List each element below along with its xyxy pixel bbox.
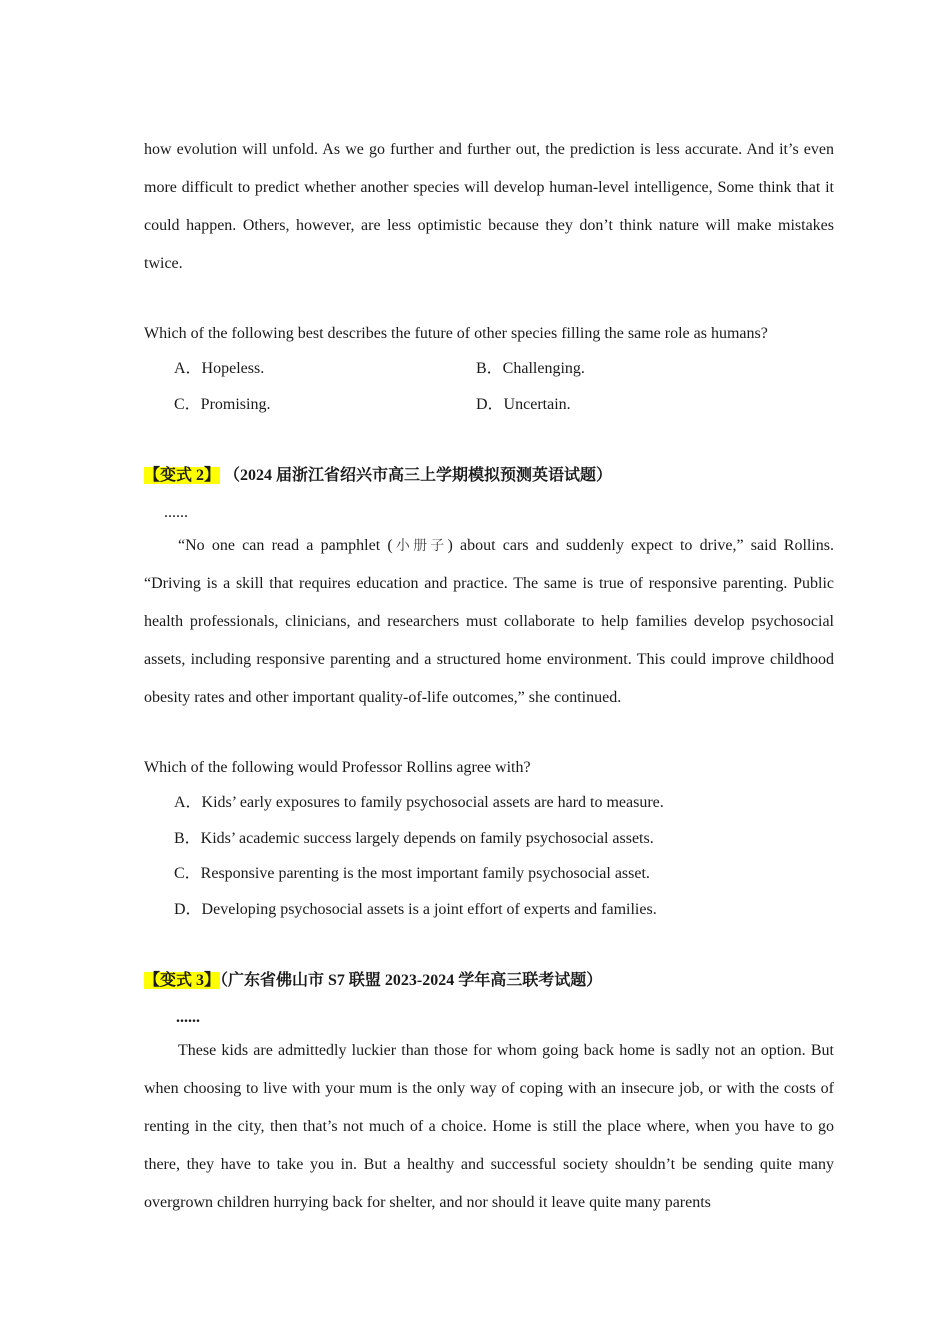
option-2-a: A．Kids’ early exposures to family psychosocial assets are hard to measure.: [174, 794, 664, 811]
passage-2-part1: “No one can read a pamphlet (: [178, 537, 393, 554]
section-2-ellipsis: ......: [164, 504, 188, 521]
option-2-b: B．Kids’ academic success largely depends on family psychosocial assets.: [174, 830, 654, 847]
question-2: Which of the following would Professor Rollins agree with?: [144, 759, 531, 776]
passage-3: These kids are admittedly luckier than those for whom going back home is sadly not an option. But when choosing to live with your mum is the only way of coping with an insecure job, or with the costs of renting in the city, then that’s not much of a choice. Home is still the place where, when you have to go there, they have to take you in. But a healthy and successful society shouldn’t be sending quite many overgrown children hurrying back for shelter, and nor should it leave quite many parents: [144, 1042, 834, 1211]
section-2-source: （2024 届浙江省绍兴市高三上学期模拟预测英语试题）: [224, 467, 613, 484]
question-1: Which of the following best describes the future of other species filling the same role as humans?: [144, 325, 768, 342]
option-1-d: D．Uncertain.: [476, 396, 571, 413]
option-2-c: C．Responsive parenting is the most important family psychosocial asset.: [174, 865, 650, 882]
option-2-d: D．Developing psychosocial assets is a joint effort of experts and families.: [174, 901, 657, 918]
option-1-c: C．Promising.: [174, 396, 271, 413]
section-2-tag: 【变式 2】: [144, 467, 221, 484]
passage-2: [144, 527, 834, 717]
section-3-tag: 【变式 3】: [144, 972, 221, 989]
section-3-heading: [144, 971, 602, 991]
section-3-source: （广东省佛山市 S7 联盟 2023-2024 学年高三联考试题）: [220, 972, 603, 989]
passage-1: how evolution will unfold. As we go further and further out, the prediction is less accurate. And it’s even more difficult to predict whether another species will develop human-level intelligence, Some think that it could happen. Others, however, are less optimistic because they don’t think nature will make mistakes twice.: [144, 141, 834, 272]
section-2-heading: [144, 466, 612, 486]
option-1-a: A．Hopeless.: [174, 360, 265, 377]
passage-2-part2: ) about cars and suddenly expect to drive,” said Rollins. “Driving is a skill that requires education and practice. The same is true of responsive parenting. Public health professionals, clinicians, and researchers must collaborate to help families develop psychosocial assets, including responsive parenting and a structured home environment. This could improve childhood obesity rates and other important quality-of-life outcomes,” she continued.: [144, 537, 835, 706]
option-1-b: B．Challenging.: [476, 360, 585, 377]
passage-2-gloss: 小册子: [392, 538, 448, 554]
section-3-ellipsis: ......: [176, 1009, 200, 1026]
